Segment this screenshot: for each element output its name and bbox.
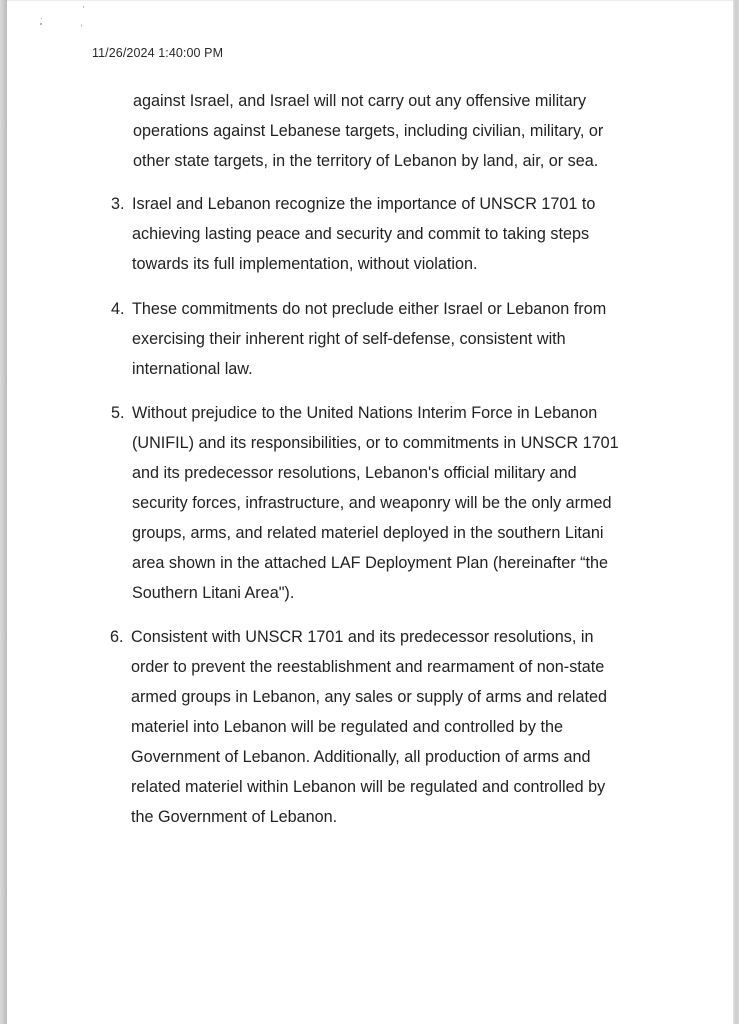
text-line: achieving lasting peace and security and commit to taking steps bbox=[132, 225, 590, 243]
scan-speck bbox=[41, 18, 42, 19]
text-line: and its predecessor resolutions, Lebanon's official military and bbox=[132, 464, 577, 482]
text-line: (UNIFIL) and its responsibilities, or to commitments in UNSCR 1701 bbox=[132, 434, 619, 452]
text-line: groups, arms, and related materiel deployed in the southern Litani bbox=[132, 524, 604, 542]
item-number: 4. bbox=[111, 300, 125, 318]
text-line: Israel and Lebanon recognize the importance of UNSCR 1701 to bbox=[132, 195, 596, 213]
text-line: against Israel, and Israel will not carry out any offensive military bbox=[133, 92, 587, 110]
scan-speck bbox=[40, 23, 42, 25]
text-line: Southern Litani Area"). bbox=[132, 584, 295, 602]
item-text bbox=[132, 294, 606, 384]
text-line: Consistent with UNSCR 1701 and its predecessor resolutions, in bbox=[131, 628, 594, 646]
text-line: towards its full implementation, without violation. bbox=[132, 255, 478, 273]
scan-speck bbox=[83, 6, 84, 8]
item-number: 3. bbox=[111, 195, 125, 213]
item-number: 6. bbox=[110, 628, 124, 646]
text-line: operations against Lebanese targets, including civilian, military, or bbox=[133, 122, 604, 140]
text-line: security forces, infrastructure, and weaponry will be the only armed bbox=[132, 494, 612, 512]
document-page bbox=[7, 0, 733, 1024]
page-edge-right bbox=[733, 0, 739, 1024]
item-text bbox=[132, 398, 619, 608]
item-number: 5. bbox=[111, 404, 125, 422]
text-line: the Government of Lebanon. bbox=[131, 808, 338, 826]
text-line: other state targets, in the territory of Lebanon by land, air, or sea. bbox=[133, 152, 599, 170]
text-line: armed groups in Lebanon, any sales or supply of arms and related bbox=[131, 688, 608, 706]
text-line: materiel into Lebanon will be regulated and controlled by the bbox=[131, 718, 563, 736]
item-text bbox=[131, 622, 607, 832]
page-edge-left bbox=[0, 0, 7, 1024]
text-line: international law. bbox=[132, 360, 253, 378]
print-timestamp: 11/26/2024 1:40:00 PM bbox=[92, 46, 224, 60]
text-line: Without prejudice to the United Nations Interim Force in Lebanon bbox=[132, 404, 598, 422]
scan-speck bbox=[81, 24, 82, 27]
text-line: exercising their inherent right of self-defense, consistent with bbox=[132, 330, 566, 348]
item-text bbox=[132, 189, 595, 279]
text-line: related materiel within Lebanon will be regulated and controlled by bbox=[131, 778, 606, 796]
text-line: order to prevent the reestablishment and rearmament of non-state bbox=[131, 658, 605, 676]
text-line: These commitments do not preclude either Israel or Lebanon from bbox=[132, 300, 607, 318]
continued-paragraph bbox=[133, 86, 603, 176]
text-line: area shown in the attached LAF Deployment Plan (hereinafter “the bbox=[132, 554, 609, 572]
text-line: Government of Lebanon. Additionally, all production of arms and bbox=[131, 748, 591, 766]
